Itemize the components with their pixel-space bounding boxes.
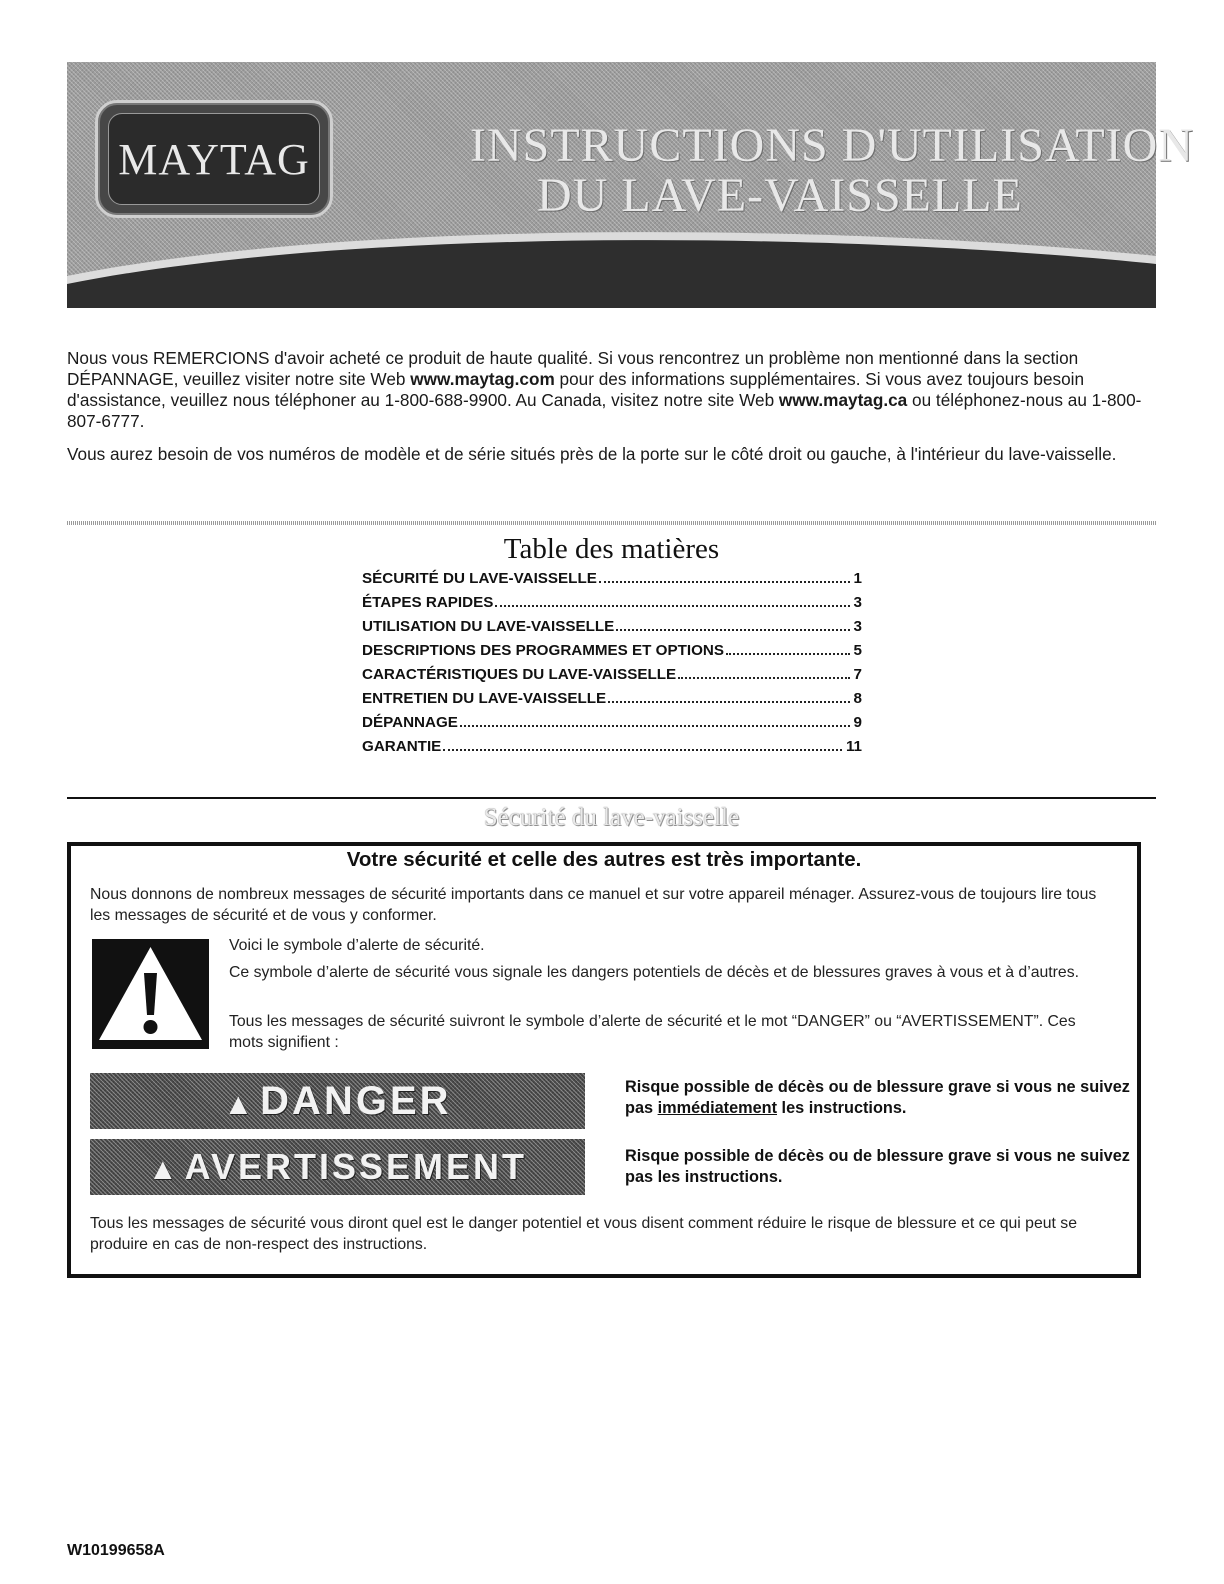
- document-title-line1: INSTRUCTIONS D'UTILISATION: [470, 119, 1194, 172]
- warning-triangle-icon: ▲: [147, 1153, 181, 1186]
- toc-entry[interactable]: [362, 642, 862, 664]
- dotted-divider: [67, 521, 1156, 525]
- model-serial-paragraph: Vous aurez besoin de vos numéros de modèle et de série situés près de la porte sur le côté droit ou gauche, à l'intérieur du lave-vaisselle.: [67, 444, 1117, 464]
- toc-title: Table des matières: [503, 533, 720, 565]
- symbol-description-2: Ce symbole d’alerte de sécurité vous signale les dangers potentiels de décès et de blessures graves à vous et à d’autres.: [229, 964, 1080, 981]
- safety-footer-text: Tous les messages de sécurité vous diront quel est le danger potentiel et vous disent comment réduire le risque de blessure et ce qui peut se produire en cas de non-respect des instructions.: [90, 1215, 1077, 1253]
- logo-wordmark: MAYTAG: [118, 134, 310, 184]
- toc-leader: [726, 653, 850, 655]
- toc-entry[interactable]: [362, 738, 862, 760]
- toc-entry-label: ENTRETIEN DU LAVE-VAISSELLE: [362, 690, 607, 707]
- intro-text-3: ou téléphonez-nous au 1-800-807-6777.: [67, 390, 1142, 431]
- safety-intro-text: Nous donnons de nombreux messages de sécurité importants dans ce manuel et sur votre appareil ménager. Assurez-vous de toujours lire tous les messages de sécurité et de vous y conformer.: [90, 886, 1097, 924]
- toc-entry-label: DÉPANNAGE: [362, 714, 458, 731]
- document-title-line2: DU LAVE-VAISSELLE: [537, 169, 1023, 222]
- warning-triangle-graphic: [92, 939, 209, 1049]
- toc-entry-page: 9: [853, 714, 862, 731]
- toc-entry[interactable]: [362, 690, 862, 712]
- toc-entry-page: 3: [853, 618, 862, 635]
- toc-leader: [443, 749, 842, 751]
- toc-entry-label: ÉTAPES RAPIDES: [362, 594, 494, 611]
- toc-leader: [599, 581, 850, 583]
- toc-entry[interactable]: [362, 570, 862, 592]
- toc-entry-page: 11: [845, 738, 862, 755]
- danger-signal-word: [223, 1079, 451, 1124]
- symbol-description-1: Voici le symbole d’alerte de sécurité.: [229, 937, 485, 954]
- toc-entry-page: 3: [853, 594, 862, 611]
- toc-leader: [678, 677, 849, 679]
- maytag-com-link[interactable]: www.maytag.com: [410, 369, 555, 389]
- toc-leader: [460, 725, 850, 727]
- toc-entry[interactable]: [362, 618, 862, 640]
- warning-label: AVERTISSEMENT: [184, 1146, 528, 1187]
- toc-entry-page: 8: [853, 690, 862, 707]
- danger-label: DANGER: [260, 1078, 452, 1123]
- warning-signal-banner: [90, 1139, 585, 1195]
- warning-description: Risque possible de décès ou de blessure grave si vous ne suivez pas les instructions.: [625, 1147, 1130, 1186]
- danger-desc-emphasis: immédiatement: [657, 1099, 778, 1117]
- warning-triangle-icon: ▲: [223, 1087, 257, 1121]
- toc-leader: [616, 629, 849, 631]
- section-heading: Sécurité du lave-vaisselle: [483, 804, 740, 831]
- section-divider: [67, 797, 1156, 799]
- toc-entry[interactable]: [362, 666, 862, 688]
- toc-entry-page: 7: [853, 666, 862, 683]
- toc-leader: [608, 701, 849, 703]
- intro-text-1: Nous vous REMERCIONS d'avoir acheté ce produit de haute qualité. Si vous rencontrez un problème non mentionné dans la section DÉPANNAGE, veuillez visiter notre site Web: [67, 348, 1079, 389]
- toc-entry-page: 1: [853, 570, 862, 587]
- intro-paragraph: [67, 348, 1147, 432]
- maytag-logo: [95, 100, 333, 218]
- toc-entry[interactable]: [362, 594, 862, 616]
- danger-signal-banner: [90, 1073, 585, 1129]
- symbol-description-3: Tous les messages de sécurité suivront le symbole d’alerte de sécurité et le mot “DANGER” ou “AVERTISSEMENT”. Ces mots signifient :: [229, 1013, 1076, 1051]
- document-number: W10199658A: [67, 1542, 165, 1559]
- danger-desc-text-2: les instructions.: [777, 1099, 907, 1117]
- intro-text-2: pour des informations supplémentaires. Si vous avez toujours besoin d'assistance, veuillez nous téléphoner au 1-800-688-9900. Au Canada, visitez notre site Web: [67, 369, 1085, 410]
- danger-description: [625, 1077, 1130, 1119]
- toc-leader: [495, 605, 849, 607]
- safety-box-title: Votre sécurité et celle des autres est très importante.: [346, 848, 862, 871]
- toc-entry[interactable]: [362, 714, 862, 736]
- warning-triangle-icon: [92, 939, 209, 1049]
- logo-plate: [108, 113, 320, 205]
- toc-entry-label: GARANTIE: [362, 738, 442, 755]
- toc-entry-page: 5: [853, 642, 862, 659]
- toc-entry-label: SÉCURITÉ DU LAVE-VAISSELLE: [362, 570, 597, 587]
- danger-desc-text-1: Risque possible de décès ou de blessure grave si vous ne suivez pas: [625, 1078, 1130, 1117]
- maytag-ca-link[interactable]: www.maytag.ca: [778, 390, 908, 410]
- toc-entry-label: DESCRIPTIONS DES PROGRAMMES ET OPTIONS: [362, 642, 725, 659]
- toc-entry-label: CARACTÉRISTIQUES DU LAVE-VAISSELLE: [362, 666, 677, 683]
- warning-signal-word: [148, 1146, 527, 1188]
- toc-entry-label: UTILISATION DU LAVE-VAISSELLE: [362, 618, 615, 635]
